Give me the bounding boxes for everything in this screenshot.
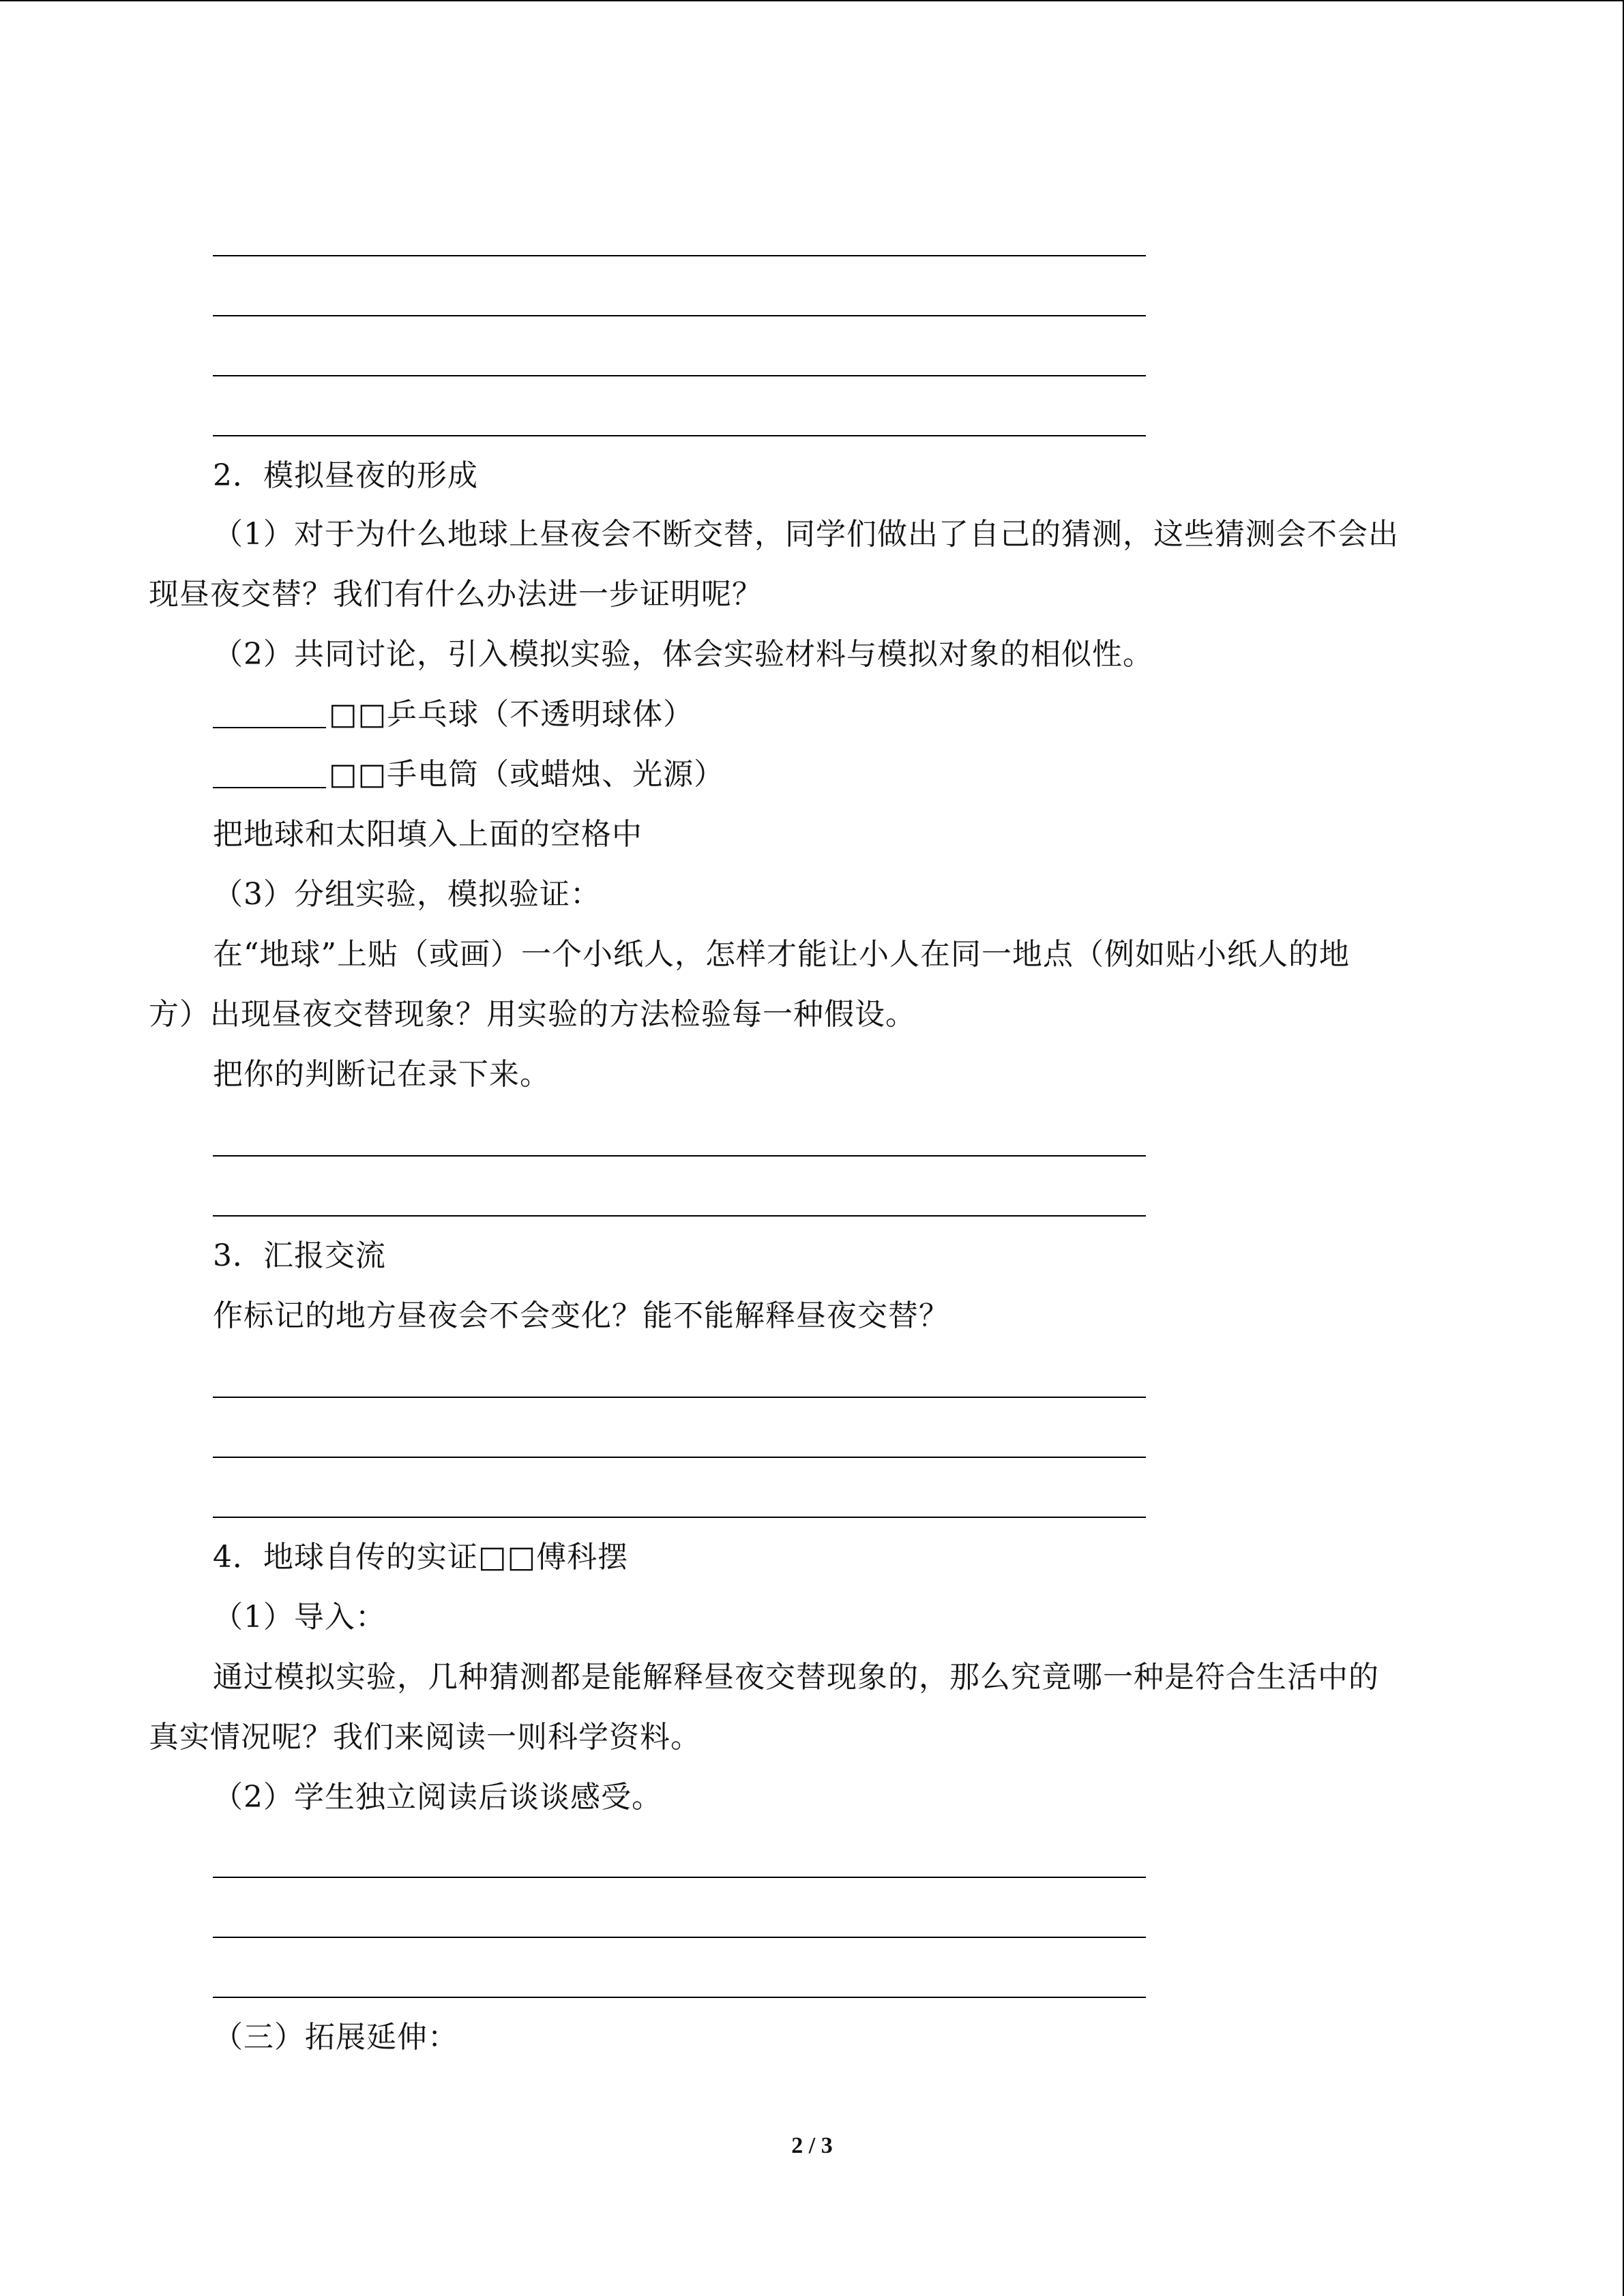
section-4-title: 4．地球自传的实证□□傅科摆 [213,1540,629,1575]
answer-line [213,375,1146,376]
answer-line [213,1457,1146,1458]
fill-blank-label: □□乒乓球（不透明球体） [329,697,694,732]
section-3-question: 作标记的地方昼夜会不会变化？能不能解释昼夜交替？ [213,1298,949,1333]
fill-blank-row-2 [213,756,724,794]
fill-blank-label: □□手电筒（或蜡烛、光源） [329,757,725,792]
answer-line [213,1397,1146,1398]
paragraph-2-3: （3）分组实验，模拟验证： [213,877,601,912]
answer-line [213,255,1146,256]
fill-blank-row-1 [213,696,694,734]
paragraph-4-1-body-a: 通过模拟实验，几种猜测都是能解释昼夜交替现象的，那么究竟哪一种是符合生活中的 [213,1660,1379,1695]
page-number: 2 / 3 [791,2133,833,2158]
answer-line [213,1155,1146,1157]
paragraph-2-3-body-b: 方）出现昼夜交替现象？用实验的方法检验每一种假设。 [149,997,916,1032]
answer-line [213,1215,1146,1217]
answer-line [213,1997,1146,1998]
answer-line [213,1517,1146,1518]
fill-blank[interactable] [213,760,326,788]
paragraph-2-1b: 现昼夜交替？我们有什么办法进一步证明呢？ [149,577,763,612]
paragraph-2-2: （2）共同讨论，引入模拟实验，体会实验材料与模拟对象的相似性。 [213,637,1153,672]
answer-line [213,435,1146,436]
paragraph-4-2: （2）学生独立阅读后谈谈感受。 [213,1780,662,1815]
section-2-title: 2．模拟昼夜的形成 [213,458,478,493]
paragraph-4-1-body-b: 真实情况呢？我们来阅读一则科学资料。 [149,1720,701,1755]
paragraph-2-1a: （1）对于为什么地球上昼夜会不断交替，同学们做出了自己的猜测，这些猜测会不会出 [213,517,1399,552]
answer-line [213,1937,1146,1938]
fill-blank[interactable] [213,700,326,728]
answer-line [213,315,1146,316]
record-instruction: 把你的判断记在录下来。 [213,1057,550,1092]
instruction: 把地球和太阳填入上面的空格中 [213,817,643,852]
section-extension-title: （三）拓展延伸： [213,2020,458,2055]
paragraph-2-3-body-a: 在“地球”上贴（或画）一个小纸人，怎样才能让小人在同一地点（例如贴小纸人的地 [213,937,1350,972]
answer-line [213,1877,1146,1878]
paragraph-4-1: （1）导入： [213,1600,386,1635]
section-3-title: 3．汇报交流 [213,1238,386,1273]
